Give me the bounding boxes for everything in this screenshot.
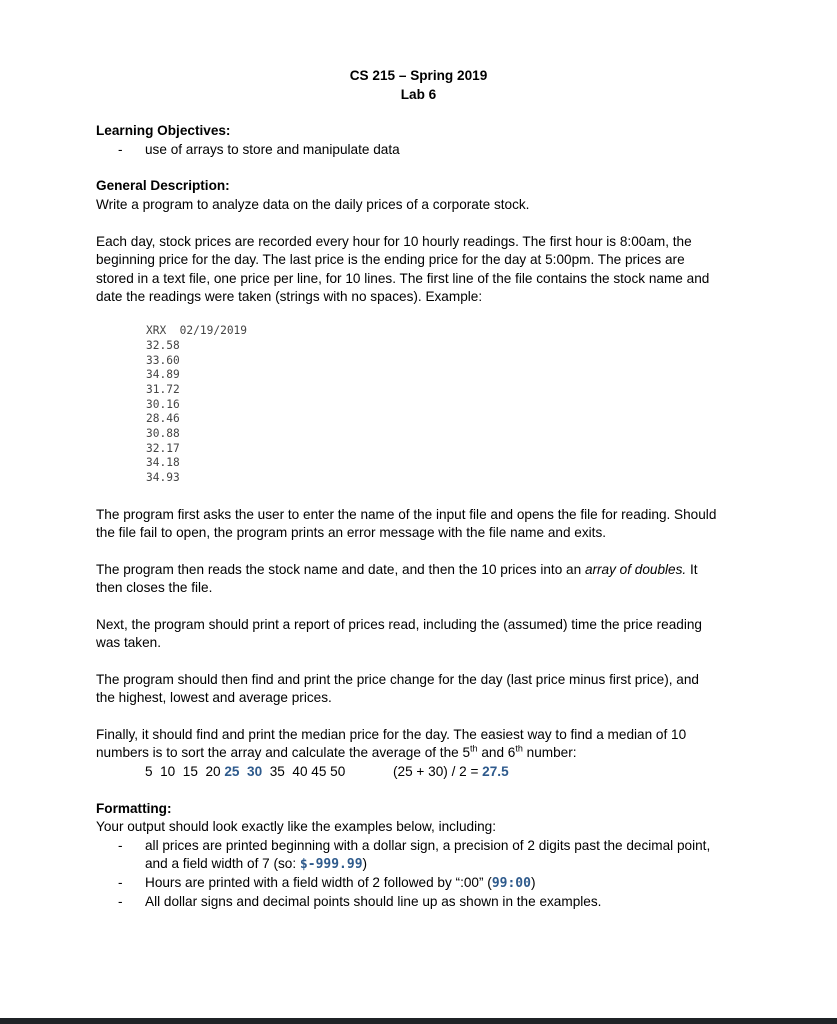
paragraph-line: the highest, lowest and average prices. <box>96 690 332 705</box>
paragraph-line: was taken. <box>96 635 161 650</box>
text-span: and a field width of 7 (so: <box>145 856 300 871</box>
paragraph-line <box>96 744 746 763</box>
text-span: It <box>686 562 698 577</box>
bullet-text <box>145 874 745 894</box>
text-span: ) <box>530 875 536 890</box>
example-file-header: XRX 02/19/2019 <box>146 324 248 337</box>
learning-objectives-heading: Learning Objectives: <box>96 123 231 138</box>
formatting-intro: Your output should look exactly like the examples below, including: <box>96 819 497 834</box>
emphasis-text: array of doubles. <box>584 562 687 577</box>
text-span: 5 10 15 20 <box>145 764 225 779</box>
paragraph-line: The program should then find and print the price change for the day (last price minus first price), and <box>96 672 699 687</box>
bullet-continuation <box>145 855 367 875</box>
bullet-text: all prices are printed beginning with a dollar sign, a precision of 2 digits past the decimal point, <box>145 838 711 853</box>
text-span: The program then reads the stock name and date, and then the 10 prices into an <box>96 562 585 577</box>
text-span: and 6 <box>477 745 516 760</box>
example-price: 31.72 <box>146 383 180 396</box>
paragraph-line: Each day, stock prices are recorded every hour for 10 hourly readings. The first hour is 8:00am, the <box>96 234 692 249</box>
example-price: 34.18 <box>146 456 180 469</box>
median-highlight: 25 30 <box>224 764 263 779</box>
superscript: th <box>515 743 523 754</box>
course-title: CS 215 – Spring 2019 <box>349 68 488 83</box>
paragraph-line: the file fail to open, the program prints an error message with the file name and exits. <box>96 525 607 540</box>
example-price: 34.89 <box>146 368 180 381</box>
paragraph-line: The program first asks the user to enter the name of the input file and opens the file for reading. Should <box>96 507 717 522</box>
paragraph-line <box>96 561 746 580</box>
example-price: 32.17 <box>146 442 180 455</box>
bullet-dash: - <box>118 894 123 909</box>
paragraph-line: then closes the file. <box>96 580 213 595</box>
text-span: (25 + 30) / 2 = <box>393 764 483 779</box>
paragraph-line: beginning price for the day. The last price is the ending price for the day at 5:00pm. The prices are <box>96 252 685 267</box>
median-result: 27.5 <box>482 764 509 779</box>
text-span: Hours are printed with a field width of 2 followed by “:00” ( <box>145 875 492 890</box>
formatting-heading: Formatting: <box>96 801 172 816</box>
general-description-heading: General Description: <box>96 178 230 193</box>
objective-text: use of arrays to store and manipulate data <box>145 142 400 157</box>
paragraph-line: Finally, it should find and print the median price for the day. The easiest way to find a median of 10 <box>96 727 687 742</box>
code-sample: $-999.99 <box>299 857 363 872</box>
superscript: th <box>470 743 478 754</box>
bottom-bar <box>0 1018 837 1024</box>
text-span: numbers is to sort the array and calculate the average of the 5 <box>96 745 471 760</box>
lab-title: Lab 6 <box>400 87 437 102</box>
example-price: 30.88 <box>146 427 180 440</box>
text-span: number: <box>522 745 577 760</box>
text-span: ) <box>362 856 368 871</box>
text-span: 35 40 45 50 <box>262 764 346 779</box>
description-intro: Write a program to analyze data on the daily prices of a corporate stock. <box>96 197 530 212</box>
median-numbers <box>145 763 345 782</box>
example-price: 28.46 <box>146 412 180 425</box>
example-price: 32.58 <box>146 339 180 352</box>
bullet-dash: - <box>118 142 123 157</box>
paragraph-line: stored in a text file, one price per line, for 10 lines. The first line of the file contains the stock name and <box>96 271 710 286</box>
median-calculation <box>393 763 509 782</box>
example-price: 34.93 <box>146 471 180 484</box>
example-price: 30.16 <box>146 398 180 411</box>
bullet-dash: - <box>118 838 123 853</box>
paragraph-line: date the readings were taken (strings with no spaces). Example: <box>96 289 483 304</box>
code-sample: 99:00 <box>491 876 531 891</box>
paragraph-line: Next, the program should print a report of prices read, including the (assumed) time the price reading <box>96 617 702 632</box>
example-price: 33.60 <box>146 354 180 367</box>
bullet-dash: - <box>118 875 123 890</box>
bullet-text: All dollar signs and decimal points should line up as shown in the examples. <box>145 894 602 909</box>
